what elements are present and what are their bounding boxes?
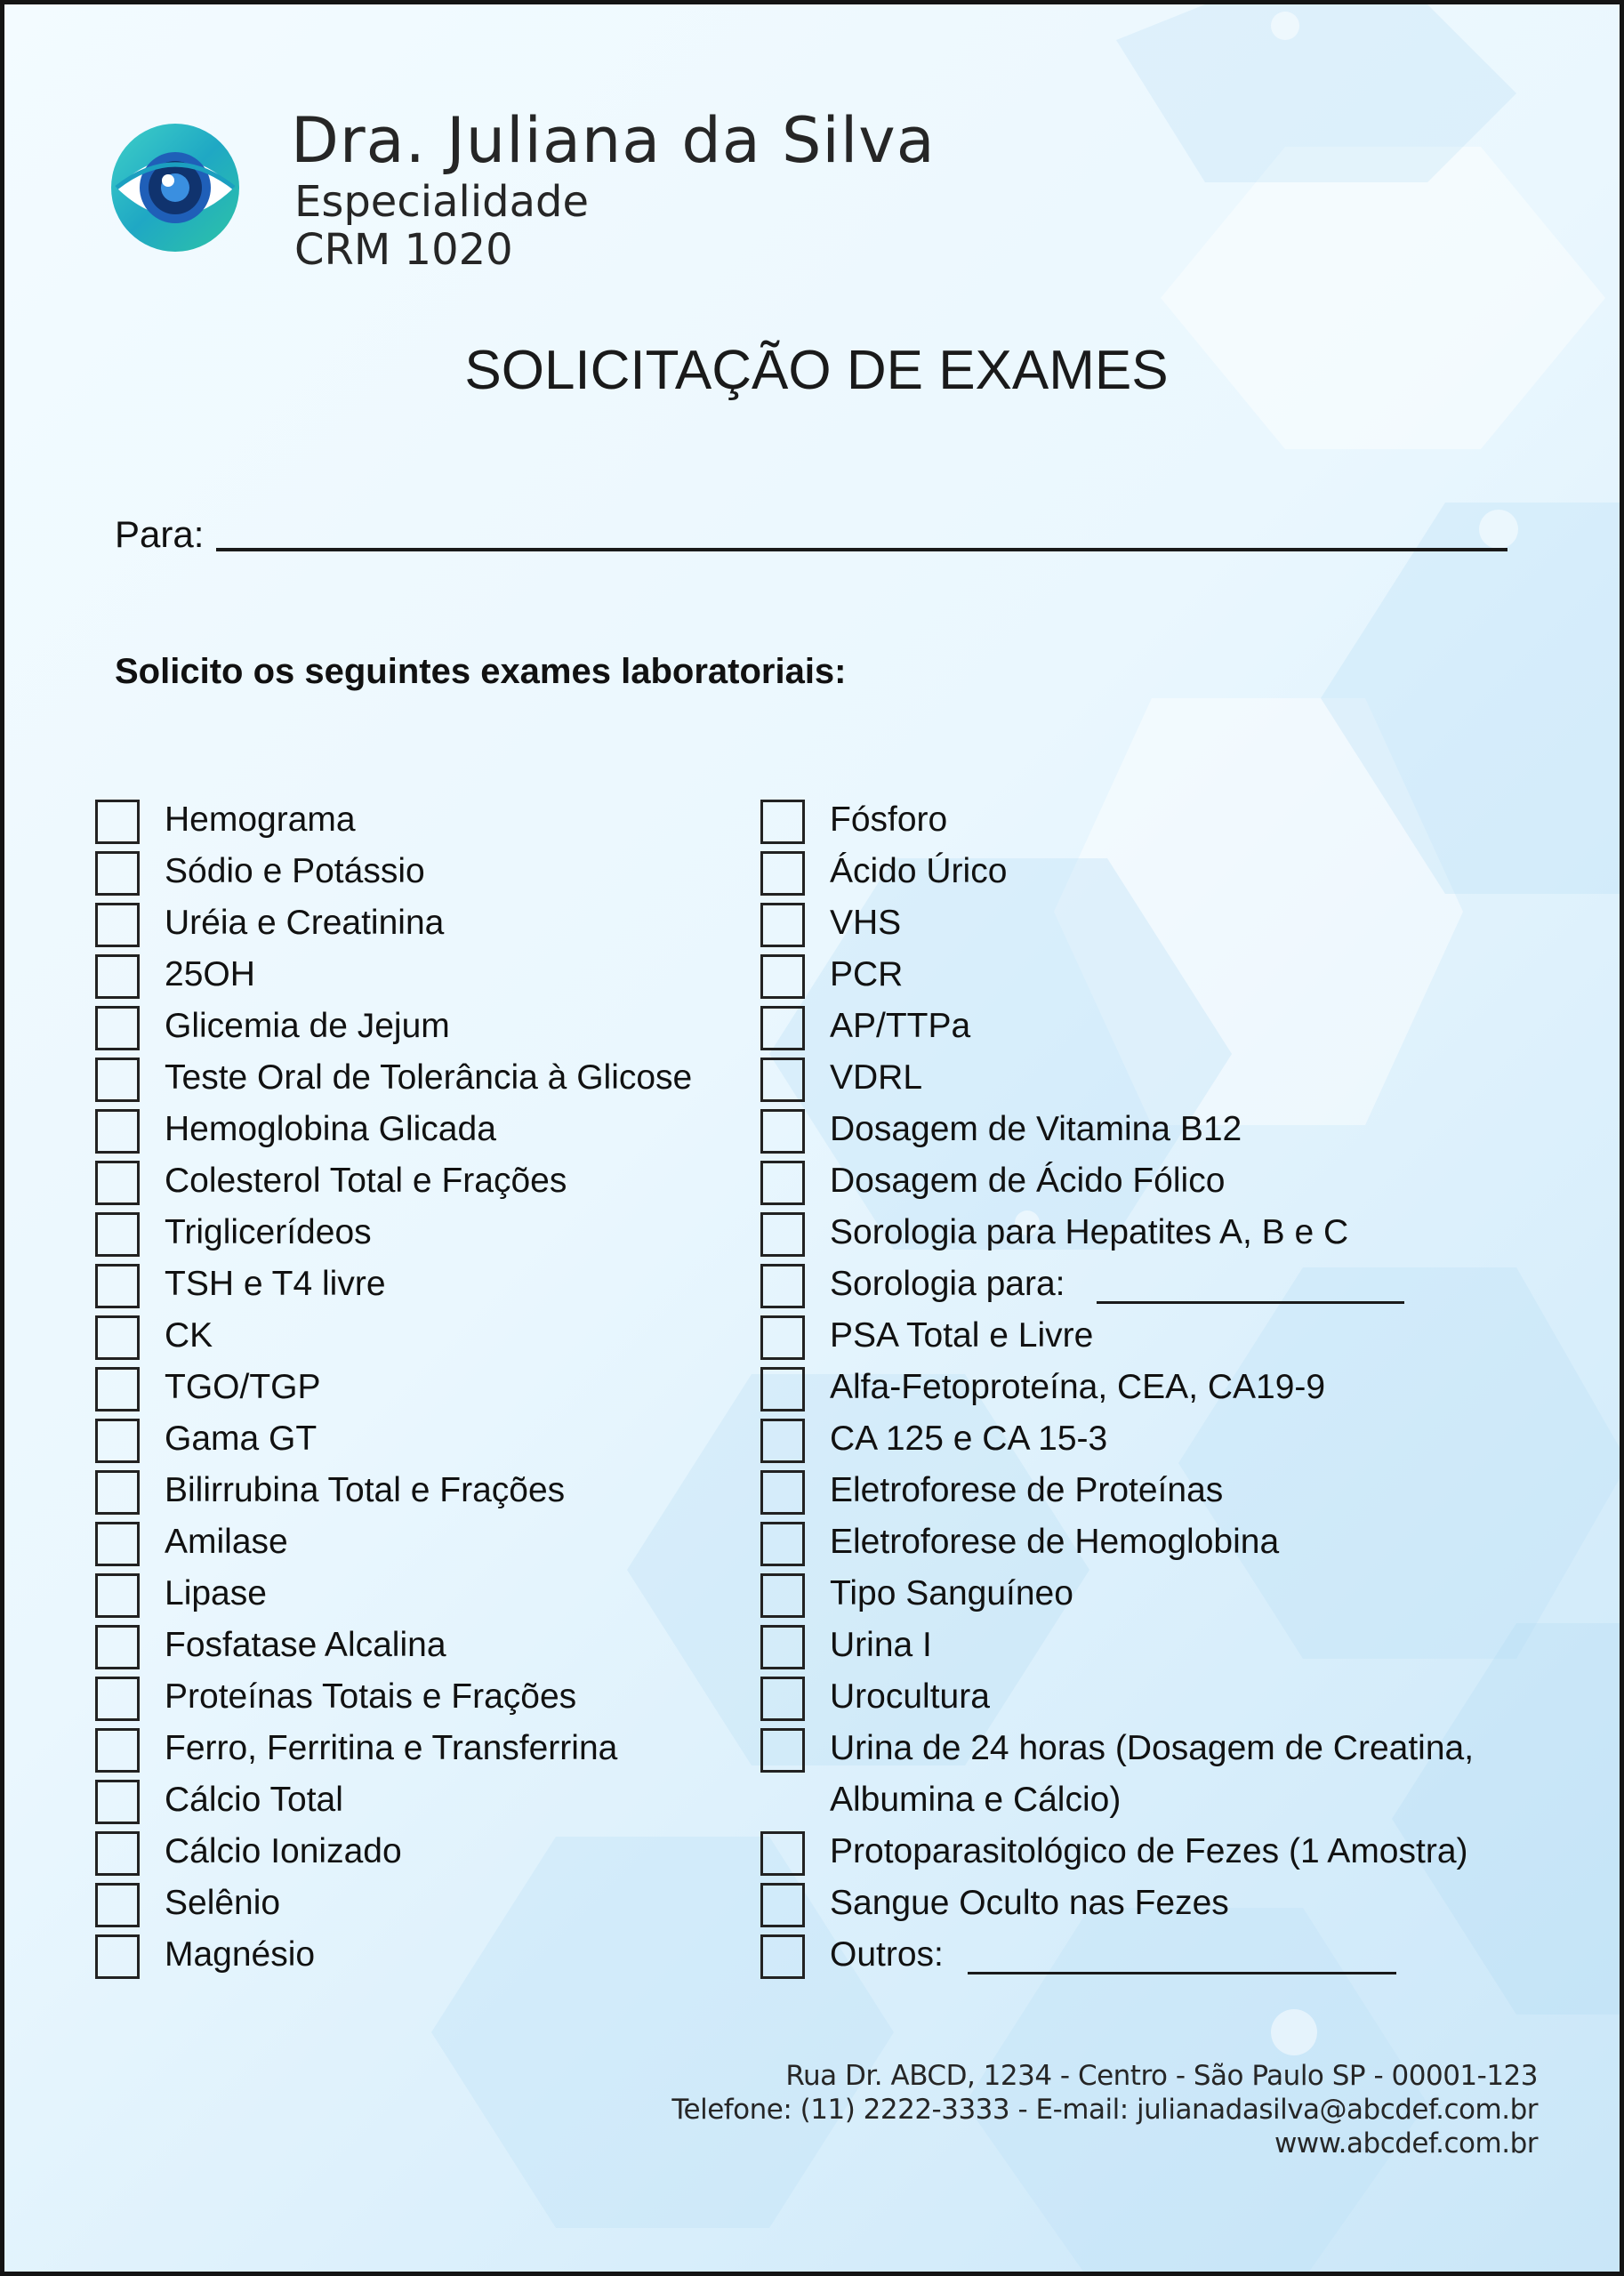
- exam-checkbox[interactable]: [95, 1883, 140, 1927]
- exam-label: VHS: [830, 904, 902, 942]
- exam-item-protoparasitologico: [760, 1826, 1561, 1878]
- exam-item-sorologia-hepatites: [760, 1207, 1561, 1259]
- exam-checkbox[interactable]: [95, 1780, 140, 1824]
- exam-item-urina-24h: [760, 1723, 1561, 1826]
- exam-item-acido-urico: [760, 846, 1561, 897]
- exam-label: Tipo Sanguíneo: [830, 1574, 1073, 1613]
- exam-checkbox[interactable]: [95, 903, 140, 947]
- exam-item-ferro: [95, 1723, 753, 1774]
- exam-checkbox[interactable]: [95, 1264, 140, 1308]
- doctor-name: Dra. Juliana da Silva: [291, 104, 936, 177]
- exam-checkbox[interactable]: [95, 1419, 140, 1463]
- exam-checkbox[interactable]: [95, 1058, 140, 1102]
- exam-item-colesterol: [95, 1155, 753, 1207]
- exam-item-magnesio: [95, 1929, 753, 1981]
- exam-checklist-left: [95, 794, 753, 1981]
- exam-checkbox[interactable]: [760, 1006, 805, 1050]
- exam-item-tsh-t4: [95, 1259, 753, 1310]
- exam-checkbox[interactable]: [95, 1006, 140, 1050]
- exam-item-triglicerideos: [95, 1207, 753, 1259]
- exam-checkbox[interactable]: [95, 1315, 140, 1360]
- exam-label: Urocultura: [830, 1677, 990, 1716]
- exam-item-lipase: [95, 1568, 753, 1620]
- exam-item-bilirrubina: [95, 1465, 753, 1516]
- exam-item-gama-gt: [95, 1413, 753, 1465]
- exam-item-outros: [760, 1929, 1561, 1981]
- exam-checkbox[interactable]: [760, 1470, 805, 1515]
- exam-label: TGO/TGP: [165, 1368, 321, 1406]
- exam-label: PCR: [830, 955, 904, 993]
- exam-checkbox[interactable]: [760, 1367, 805, 1411]
- exam-item-acido-folico: [760, 1155, 1561, 1207]
- exam-checkbox[interactable]: [95, 1934, 140, 1979]
- exam-checkbox[interactable]: [760, 1677, 805, 1721]
- exam-checkbox[interactable]: [760, 1573, 805, 1618]
- exam-label: Urina de 24 horas (Dosagem de Creatina,: [830, 1729, 1475, 1767]
- exam-checkbox[interactable]: [95, 1677, 140, 1721]
- exam-label: Gama GT: [165, 1419, 318, 1458]
- exam-item-tipo-sanguineo: [760, 1568, 1561, 1620]
- exam-label: Ferro, Ferritina e Transferrina: [165, 1729, 618, 1767]
- exam-checklist-right: [760, 794, 1561, 1981]
- doctor-specialty: Especialidade: [294, 177, 590, 227]
- exam-item-calcio-total: [95, 1774, 753, 1826]
- exam-item-ck: [95, 1310, 753, 1362]
- footer-website: www.abcdef.com.br: [1274, 2127, 1538, 2159]
- footer-address: Rua Dr. ABCD, 1234 - Centro - São Paulo SP - 00001-123: [785, 2060, 1538, 2092]
- exam-label: Urina I: [830, 1626, 932, 1664]
- exam-label: Lipase: [165, 1574, 267, 1613]
- exam-label: Sangue Oculto nas Fezes: [830, 1884, 1229, 1922]
- exam-item-hemograma: [95, 794, 753, 846]
- footer-contact-line: Telefone: (11) 2222-3333 - E-mail: julianadasilva@abcdef.com.br: [671, 2094, 1538, 2126]
- exam-item-selenio: [95, 1878, 753, 1929]
- exam-label: Eletroforese de Proteínas: [830, 1471, 1224, 1509]
- exam-item-25oh: [95, 949, 753, 1001]
- exam-checkbox[interactable]: [95, 1161, 140, 1205]
- exam-checkbox[interactable]: [760, 954, 805, 999]
- exams-subheading: Solicito os seguintes exames laboratoriais:: [115, 652, 847, 691]
- outros-fill-line[interactable]: [968, 1972, 1396, 1974]
- exam-item-eletroforese-hemoglobina: [760, 1516, 1561, 1568]
- exam-checkbox[interactable]: [760, 1728, 805, 1773]
- exam-item-vdrl: [760, 1052, 1561, 1104]
- exam-label: Fosfatase Alcalina: [165, 1626, 446, 1664]
- exam-label: Dosagem de Ácido Fólico: [830, 1162, 1226, 1200]
- exam-label: AP/TTPa: [830, 1007, 971, 1045]
- footer-contact: [671, 2059, 1538, 2160]
- exam-checkbox[interactable]: [760, 1831, 805, 1876]
- page-title: SOLICITAÇÃO DE EXAMES: [464, 340, 1169, 401]
- exam-label: Glicemia de Jejum: [165, 1007, 450, 1045]
- exam-checkbox[interactable]: [760, 1522, 805, 1566]
- exam-label: Sorologia para:: [830, 1265, 1065, 1303]
- exam-item-hemoglobina-glicada: [95, 1104, 753, 1155]
- exam-item-pcr: [760, 949, 1561, 1001]
- exam-label: Protoparasitológico de Fezes (1 Amostra): [830, 1832, 1468, 1870]
- exam-label: CA 125 e CA 15-3: [830, 1419, 1108, 1458]
- exam-checkbox[interactable]: [760, 1109, 805, 1154]
- exam-checkbox[interactable]: [95, 1625, 140, 1669]
- exam-checkbox[interactable]: [760, 1058, 805, 1102]
- exam-label: PSA Total e Livre: [830, 1316, 1094, 1355]
- exam-label: Cálcio Total: [165, 1781, 343, 1819]
- exam-label: Triglicerídeos: [165, 1213, 372, 1251]
- exam-checkbox[interactable]: [760, 1883, 805, 1927]
- exam-label: TSH e T4 livre: [165, 1265, 386, 1303]
- eye-icon: [109, 122, 241, 253]
- exam-label: Cálcio Ionizado: [165, 1832, 402, 1870]
- exam-label: Dosagem de Vitamina B12: [830, 1110, 1242, 1148]
- exam-item-proteinas-totais: [95, 1671, 753, 1723]
- exam-label: Uréia e Creatinina: [165, 904, 445, 942]
- exam-item-fosfatase-alcalina: [95, 1620, 753, 1671]
- exam-item-calcio-ionizado: [95, 1826, 753, 1878]
- exam-item-vitamina-b12: [760, 1104, 1561, 1155]
- exam-label: Colesterol Total e Frações: [165, 1162, 567, 1200]
- recipient-label: Para:: [115, 513, 205, 555]
- exam-item-urocultura: [760, 1671, 1561, 1723]
- exam-item-sangue-oculto: [760, 1878, 1561, 1929]
- exam-label: Hemoglobina Glicada: [165, 1110, 496, 1148]
- exam-item-alfa-fetoproteina: [760, 1362, 1561, 1413]
- exam-item-fosforo: [760, 794, 1561, 846]
- exam-label-continuation: Albumina e Cálcio): [830, 1781, 1122, 1819]
- exam-checkbox[interactable]: [760, 851, 805, 896]
- exam-checkbox[interactable]: [95, 1728, 140, 1773]
- exam-label: Sódio e Potássio: [165, 852, 425, 890]
- exam-label: Bilirrubina Total e Frações: [165, 1471, 566, 1509]
- exam-item-ap-ttpa: [760, 1001, 1561, 1052]
- exam-checkbox[interactable]: [760, 1419, 805, 1463]
- exam-label: Proteínas Totais e Frações: [165, 1677, 577, 1716]
- exam-checkbox[interactable]: [760, 1264, 805, 1308]
- exam-checkbox[interactable]: [95, 1573, 140, 1618]
- exam-checkbox[interactable]: [95, 954, 140, 999]
- exam-label: Sorologia para Hepatites A, B e C: [830, 1213, 1349, 1251]
- exam-checkbox[interactable]: [95, 1367, 140, 1411]
- exam-item-amilase: [95, 1516, 753, 1568]
- exam-label: Selênio: [165, 1884, 281, 1922]
- exam-label: Teste Oral de Tolerância à Glicose: [165, 1058, 693, 1097]
- exam-checkbox[interactable]: [95, 1109, 140, 1154]
- exam-checkbox[interactable]: [760, 1625, 805, 1669]
- exam-item-urina-i: [760, 1620, 1561, 1671]
- exam-label: Fósforo: [830, 800, 948, 839]
- exam-checkbox[interactable]: [760, 1315, 805, 1360]
- exam-item-glicemia: [95, 1001, 753, 1052]
- exam-label: Amilase: [165, 1523, 288, 1561]
- exam-label: Ácido Úrico: [830, 852, 1008, 890]
- exam-checkbox[interactable]: [760, 903, 805, 947]
- exam-checkbox[interactable]: [760, 1212, 805, 1257]
- recipient-field[interactable]: [216, 548, 1507, 551]
- exam-item-vhs: [760, 897, 1561, 949]
- doctor-crm: CRM 1020: [294, 225, 513, 275]
- exam-item-teste-oral-glicose: [95, 1052, 753, 1104]
- exam-checkbox[interactable]: [95, 1212, 140, 1257]
- exam-label: Outros:: [830, 1935, 944, 1974]
- exam-label: Eletroforese de Hemoglobina: [830, 1523, 1280, 1561]
- exam-checkbox[interactable]: [95, 851, 140, 896]
- exam-item-eletroforese-proteinas: [760, 1465, 1561, 1516]
- exam-label: 25OH: [165, 955, 255, 993]
- exam-checkbox[interactable]: [95, 1470, 140, 1515]
- sorologia-fill-line[interactable]: [1097, 1301, 1404, 1304]
- exam-item-sodio-potassio: [95, 846, 753, 897]
- exam-checkbox[interactable]: [95, 1522, 140, 1566]
- exam-checkbox[interactable]: [760, 800, 805, 844]
- exam-checkbox[interactable]: [95, 1831, 140, 1876]
- exam-label: CK: [165, 1316, 213, 1355]
- exam-item-ca125: [760, 1413, 1561, 1465]
- exam-checkbox[interactable]: [760, 1161, 805, 1205]
- exam-label: Hemograma: [165, 800, 356, 839]
- exam-label: Magnésio: [165, 1935, 316, 1974]
- exam-item-psa: [760, 1310, 1561, 1362]
- exam-label: VDRL: [830, 1058, 923, 1097]
- exam-label: Alfa-Fetoproteína, CEA, CA19-9: [830, 1368, 1326, 1406]
- exam-item-tgo-tgp: [95, 1362, 753, 1413]
- exam-item-sorologia-para: [760, 1259, 1561, 1310]
- exam-item-ureia-creatinina: [95, 897, 753, 949]
- exam-checkbox[interactable]: [95, 800, 140, 844]
- exam-checkbox[interactable]: [760, 1934, 805, 1979]
